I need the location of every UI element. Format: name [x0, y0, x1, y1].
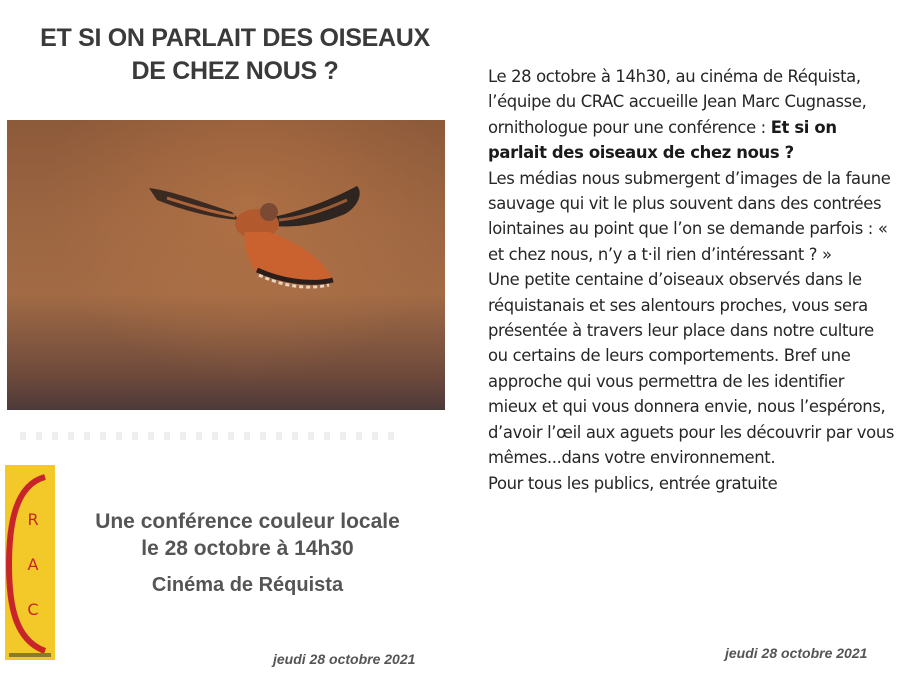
scan-artifact — [20, 432, 400, 440]
svg-text:R: R — [27, 510, 39, 529]
kestrel-photo — [7, 120, 445, 410]
svg-text:A: A — [27, 555, 39, 574]
summary-venue: Cinéma de Réquista — [151, 574, 344, 596]
summary-line-2: le 28 octobre à 14h30 — [141, 537, 354, 560]
article-bold-title: Et si on parlait des oiseaux de chez nous ? — [488, 117, 837, 163]
date-right: jeudi 28 octobre 2021 — [725, 645, 868, 661]
article-paragraph-1 — [488, 64, 896, 166]
article-intro: Le 28 octobre à 14h30, au cinéma de Réquista, l’équipe du CRAC accueille Jean Marc Cugnasse, ornithologue pour une conférence : — [488, 67, 867, 137]
kestrel-icon — [7, 120, 445, 410]
article-paragraph-4: Pour tous les publics, entrée gratuite — [488, 473, 778, 493]
page-title — [20, 22, 450, 88]
title-line-1: ET SI ON PARLAIT DES OISEAUX — [40, 24, 430, 52]
title-line-2: DE CHEZ NOUS ? — [131, 57, 339, 85]
article-body — [488, 64, 896, 496]
date-left: jeudi 28 octobre 2021 — [273, 651, 416, 667]
summary-line-1: Une conférence couleur locale — [95, 510, 400, 533]
article-paragraph-2: Les médias nous submergent d’images de la faune sauvage qui vit le plus souvent dans des contrées lointaines au point que l’on se demande parfois : « et chez nous, n’y a t·il rien d’intéressant ? » — [488, 168, 891, 264]
crac-logo-icon — [5, 465, 55, 660]
article-paragraph-3: Une petite centaine d’oiseaux observés dans le réquistanais et ses alentours proches, vous sera présentée à travers leur place dans notre culture ou certains de leurs comportements. Bref une approche qui vous permettra de les identifier mieux et qui vous donnera envie, nous l’espérons, d’avoir l’œil aux aguets pour les découvrir par vous mêmes...dans votre environnement. — [488, 270, 895, 468]
svg-text:C: C — [27, 600, 39, 619]
event-summary — [60, 508, 435, 599]
crac-logo — [5, 465, 55, 660]
